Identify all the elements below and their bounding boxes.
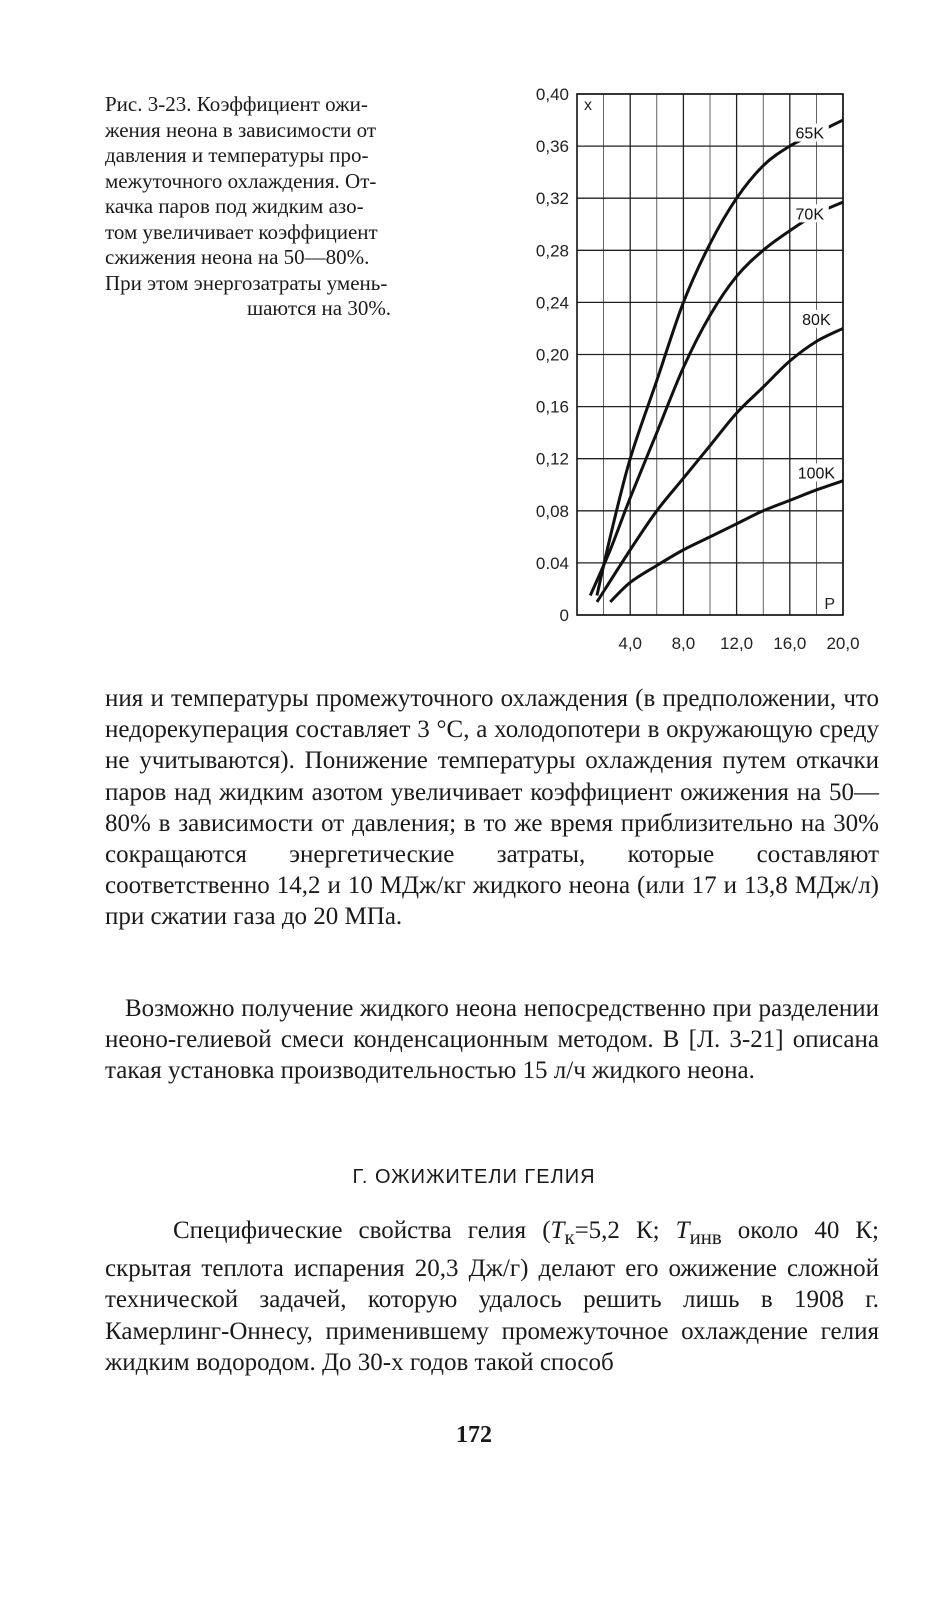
y-tick-label: 0,36 [535,137,569,157]
caption-line: качка паров под жидким азо- [105,194,364,218]
text-run: =5,2 К; [574,1217,676,1244]
subscript: инв [689,1225,722,1249]
caption-line: том увеличивает коэффициент [105,219,378,244]
figure-caption [105,92,473,322]
body-paragraph-1 [105,683,879,933]
y-tick-label: 0.04 [535,553,569,573]
caption-line: давления и температуры про- [105,143,369,167]
x-tick-label: 4,0 [618,634,643,653]
caption-line: шаются на 30%. [246,296,392,320]
y-tick-label: 0,16 [535,397,569,417]
y-tick-label: 0,32 [535,189,569,209]
text-run: Специфические свойства гелия ( [173,1217,551,1244]
x-tick-label: 12,0 [720,634,754,653]
symbol-T: T [550,1217,565,1244]
curve-label-65k: 65K [795,125,824,143]
x-axis-label: P [824,596,835,613]
x-tick-label: 8,0 [671,634,696,653]
paragraph-text [105,1215,879,1378]
y-tick-label: 0 [559,606,569,625]
curve-label-80k: 80K [802,311,831,329]
x-tick-label: 20,0 [826,634,860,653]
y-tick-label: 0,12 [535,449,569,469]
y-axis-label: x [584,97,592,114]
caption-line: При этом энергозатраты умень- [105,270,388,295]
y-tick-label: 0,20 [535,345,569,365]
paragraph-text: Возможно получение жидкого неона непосредственно при разделении неоно-гелиевой смеси конденсационным методом. В [Л. 3-21] описана такая установка производительностью 15 л/ч жидкого неона. [105,995,879,1085]
body-paragraph-3 [105,1215,879,1378]
curve-label-70k: 70K [795,206,824,224]
series-line-100k [610,481,843,602]
y-tick-label: 0,08 [535,501,569,521]
symbol-T: T [675,1217,690,1244]
caption-line: Рис. 3-23. Коэффициент ожи- [105,92,368,116]
series-line-70k [590,202,843,595]
text-run: около 40 К; скрытая теплота испарения 20,3 Дж/г) делают его ожижение сложной технической задачей, которую удалось решить лишь в 1908 г. Камерлинг-Оннесу, применившему промежуточное охлаждение гелия жидким водородом. До 30-х годов такой способ [105,1217,879,1376]
caption-line: межуточного охлаждения. От- [105,168,377,193]
page-number: 172 [456,1422,492,1448]
y-tick-label: 0,24 [535,293,569,313]
caption-line: сжижения неона на 50—80%. [105,245,370,269]
body-paragraph-2 [105,993,879,1087]
section-heading: Г. ОЖИЖИТЕЛИ ГЕЛИЯ [352,1166,596,1188]
subscript: к [564,1225,575,1249]
x-tick-label: 16,0 [773,634,807,653]
caption-line: жения неона в зависимости от [105,117,377,142]
curve-label-100k: 100K [797,465,836,483]
paragraph-text: ния и температуры промежуточного охлаждения (в предположении, что недорекуперация составляет 3 °С, а холодопотери в окружающую среду не учитываются). Понижение температуры охлаждения путем откачки паров над жидким азотом увеличивает коэффициент ожижения на 50—80% в зависимости от давления; в то же время приблизительно на 30% сокращаются энергетические затраты, которые составляют соответственно 14,2 и 10 МДж/кг жидкого неона (или 17 и 13,8 МДж/л) при сжатии газа до 20 МПа. [105,685,879,931]
y-tick-label: 0,28 [535,241,569,261]
coefficient-chart [518,80,863,655]
y-tick-label: 0,40 [535,85,569,104]
series-line-65k [597,120,843,595]
